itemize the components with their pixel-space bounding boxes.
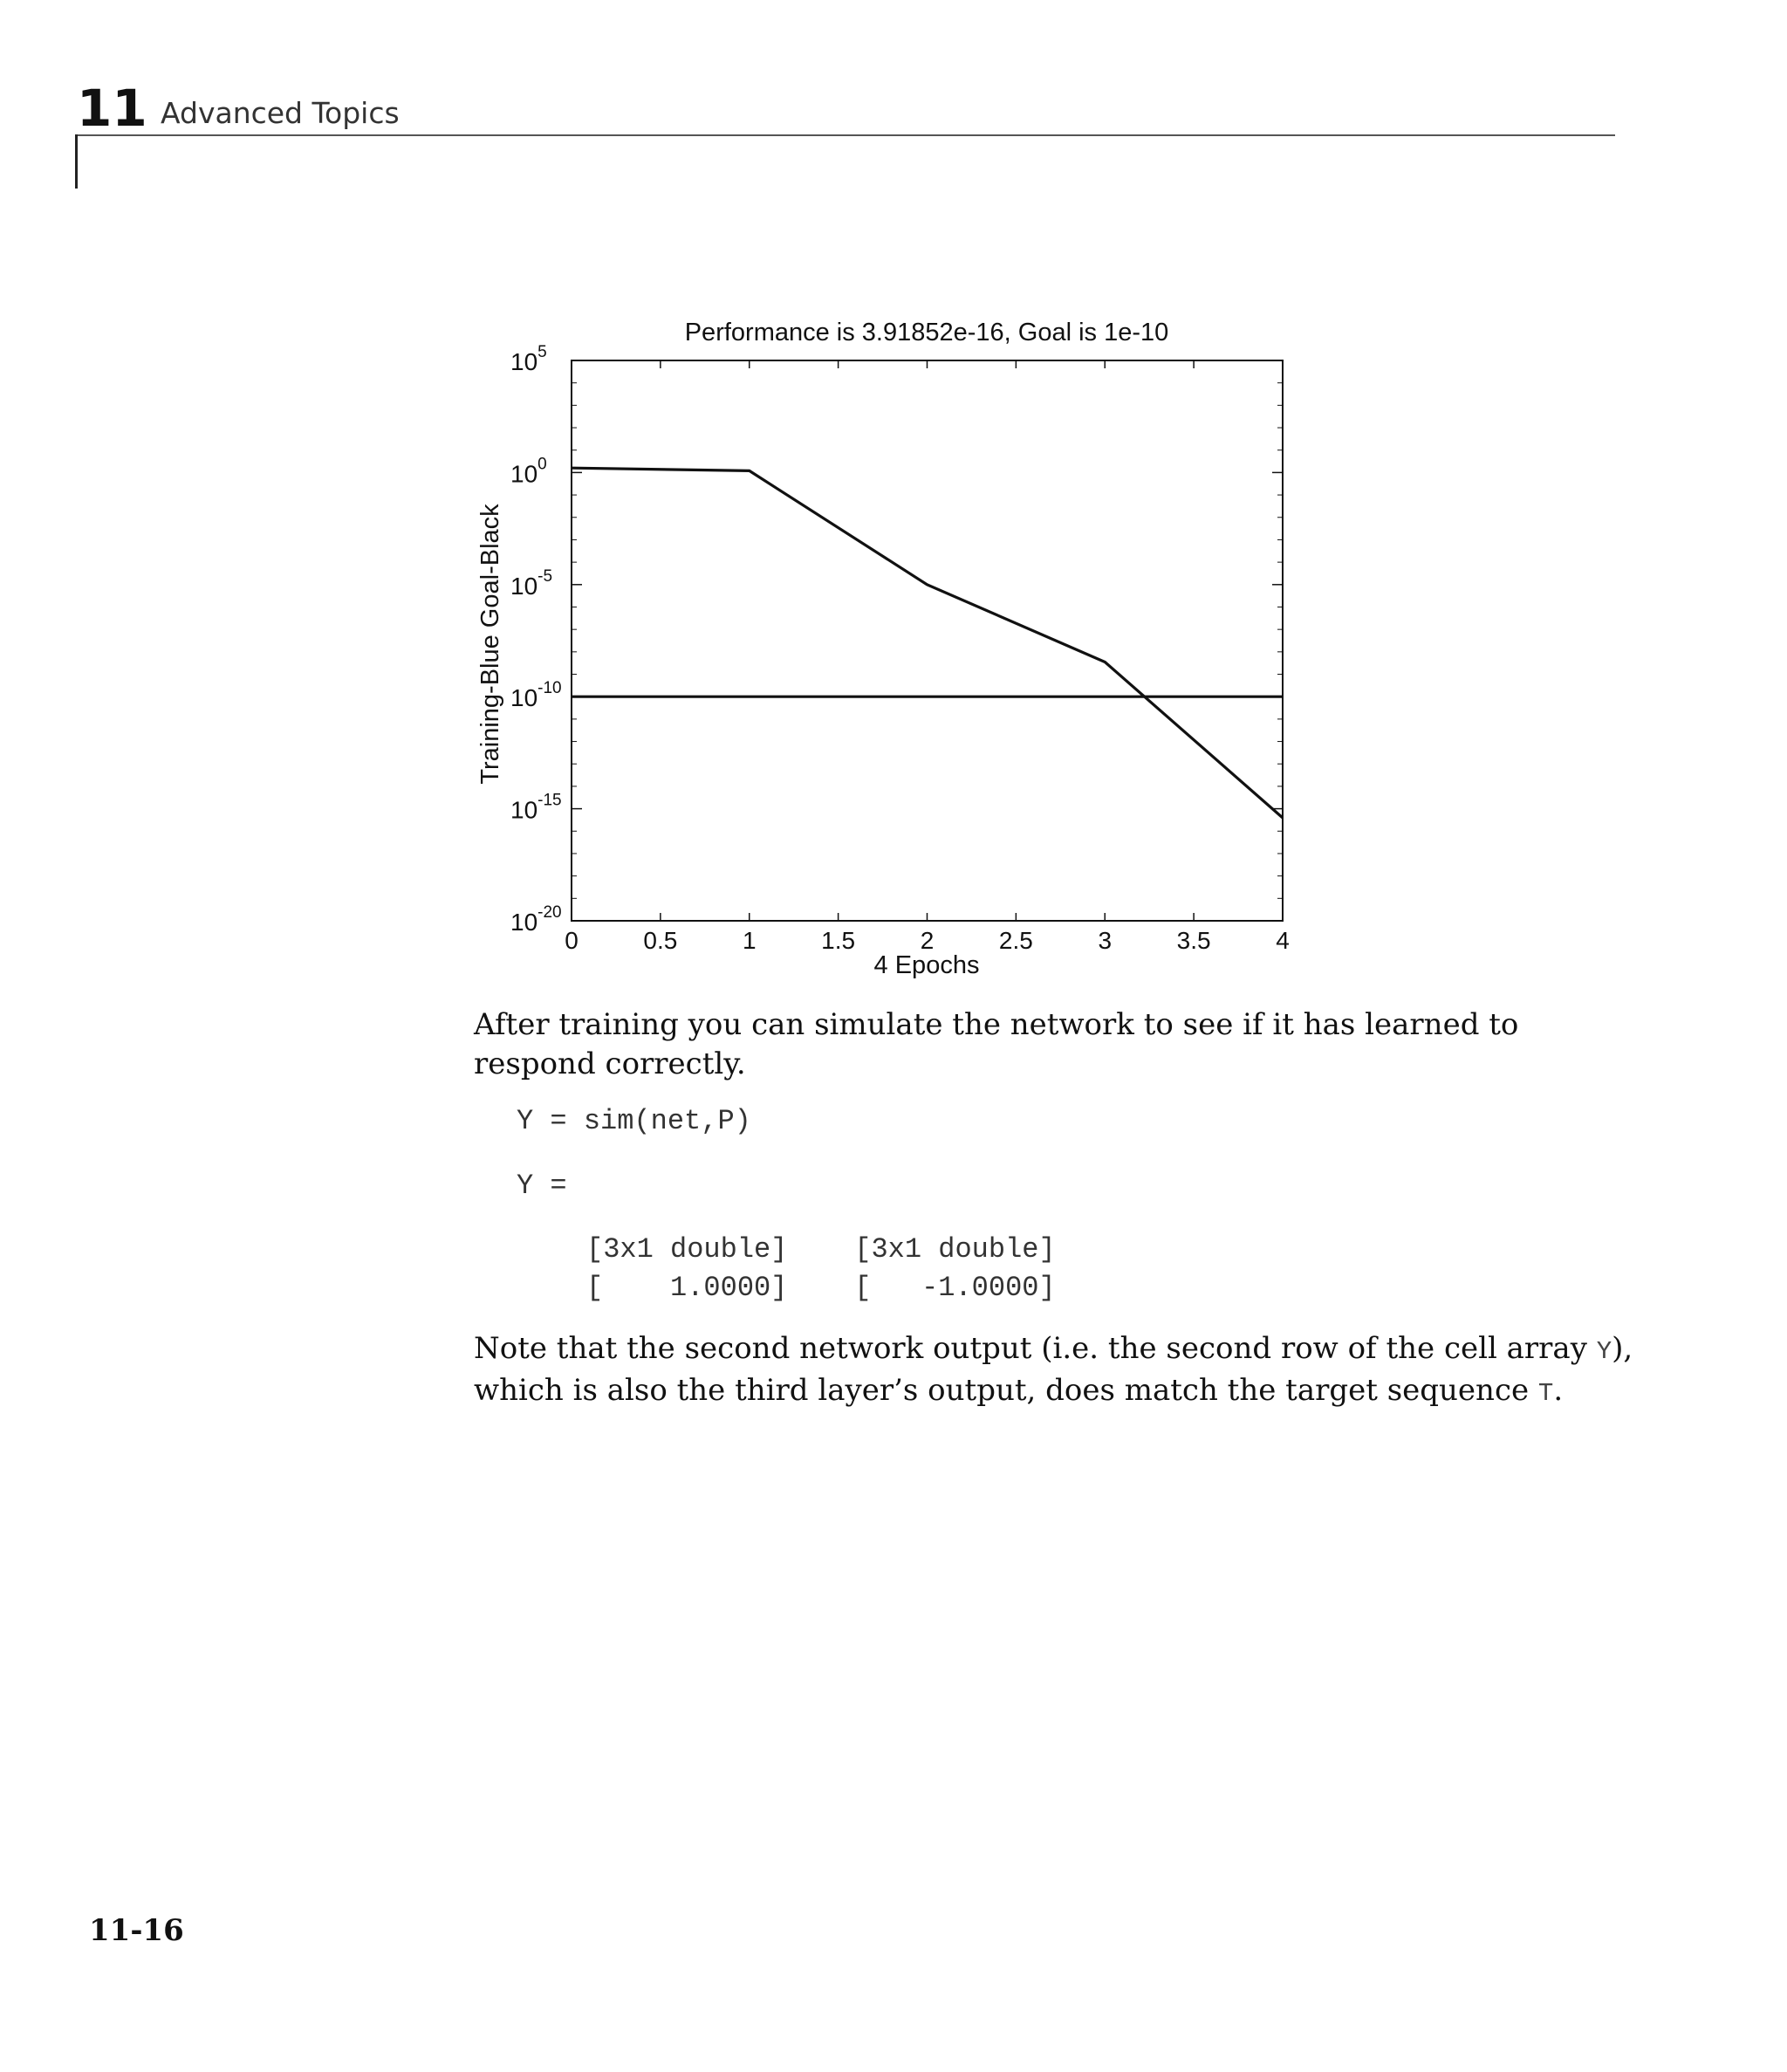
code-line-y: Y = xyxy=(517,1170,567,1202)
inline-code-t: T xyxy=(1537,1379,1554,1408)
header-rule xyxy=(75,134,1615,136)
code-line-sim: Y = sim(net,P) xyxy=(517,1105,751,1137)
paragraph-after-training: After training you can simulate the network to see if it has learned to respond correctly. xyxy=(474,1007,1519,1081)
chart-xlabel: 4 Epochs xyxy=(873,951,980,979)
code-output-row-1: [3x1 double] [3x1 double] xyxy=(586,1233,1056,1266)
y-tick-label: $10^{-15}$ xyxy=(510,791,562,824)
x-tick-label: 0.5 xyxy=(643,927,678,954)
x-tick-label: 3 xyxy=(1098,927,1113,954)
inline-code-y: Y xyxy=(1596,1337,1612,1366)
x-tick-label: 1 xyxy=(742,927,757,954)
plot-area-frame xyxy=(572,360,1283,921)
x-tick-label: 2.5 xyxy=(998,927,1033,954)
note-text-part-3: . xyxy=(1553,1373,1564,1408)
chapter-number: 11 xyxy=(77,79,147,138)
x-tick-label: 2 xyxy=(920,927,935,954)
x-tick-label: 3.5 xyxy=(1176,927,1211,954)
y-tick-label: $10^{-5}$ xyxy=(510,566,553,600)
chart-title: Performance is 3.91852e-16, Goal is 1e-10 xyxy=(684,319,1169,346)
paragraph-note xyxy=(474,1329,1634,1413)
note-text-part-2: ), which is also the third layer’s output, does match the target sequence xyxy=(474,1331,1633,1408)
note-text-part-1: Note that the second network output (i.e. the second row of the cell array xyxy=(474,1331,1597,1366)
x-tick-label: 0 xyxy=(565,927,579,954)
code-output-row-2: [ 1.0000] [ -1.0000] xyxy=(586,1272,1056,1304)
y-tick-label: $10^0$ xyxy=(510,455,547,488)
y-tick-label: $10^{-10}$ xyxy=(510,679,562,712)
chart-series xyxy=(572,468,1283,818)
chart-ylabel: Training-Blue Goal-Black xyxy=(476,504,504,785)
axis-ticks xyxy=(510,343,1290,954)
training-performance-line xyxy=(572,468,1283,818)
x-tick-label: 1.5 xyxy=(821,927,856,954)
page-number: 11-16 xyxy=(89,1913,184,1948)
performance-chart xyxy=(462,305,1335,995)
y-tick-label: $10^5$ xyxy=(510,343,547,375)
performance-chart-svg xyxy=(462,305,1335,995)
chapter-title: Advanced Topics xyxy=(161,96,400,130)
x-tick-label: 4 xyxy=(1276,927,1290,954)
y-tick-label: $10^{-20}$ xyxy=(510,903,562,936)
header-tick-mark xyxy=(75,134,78,189)
